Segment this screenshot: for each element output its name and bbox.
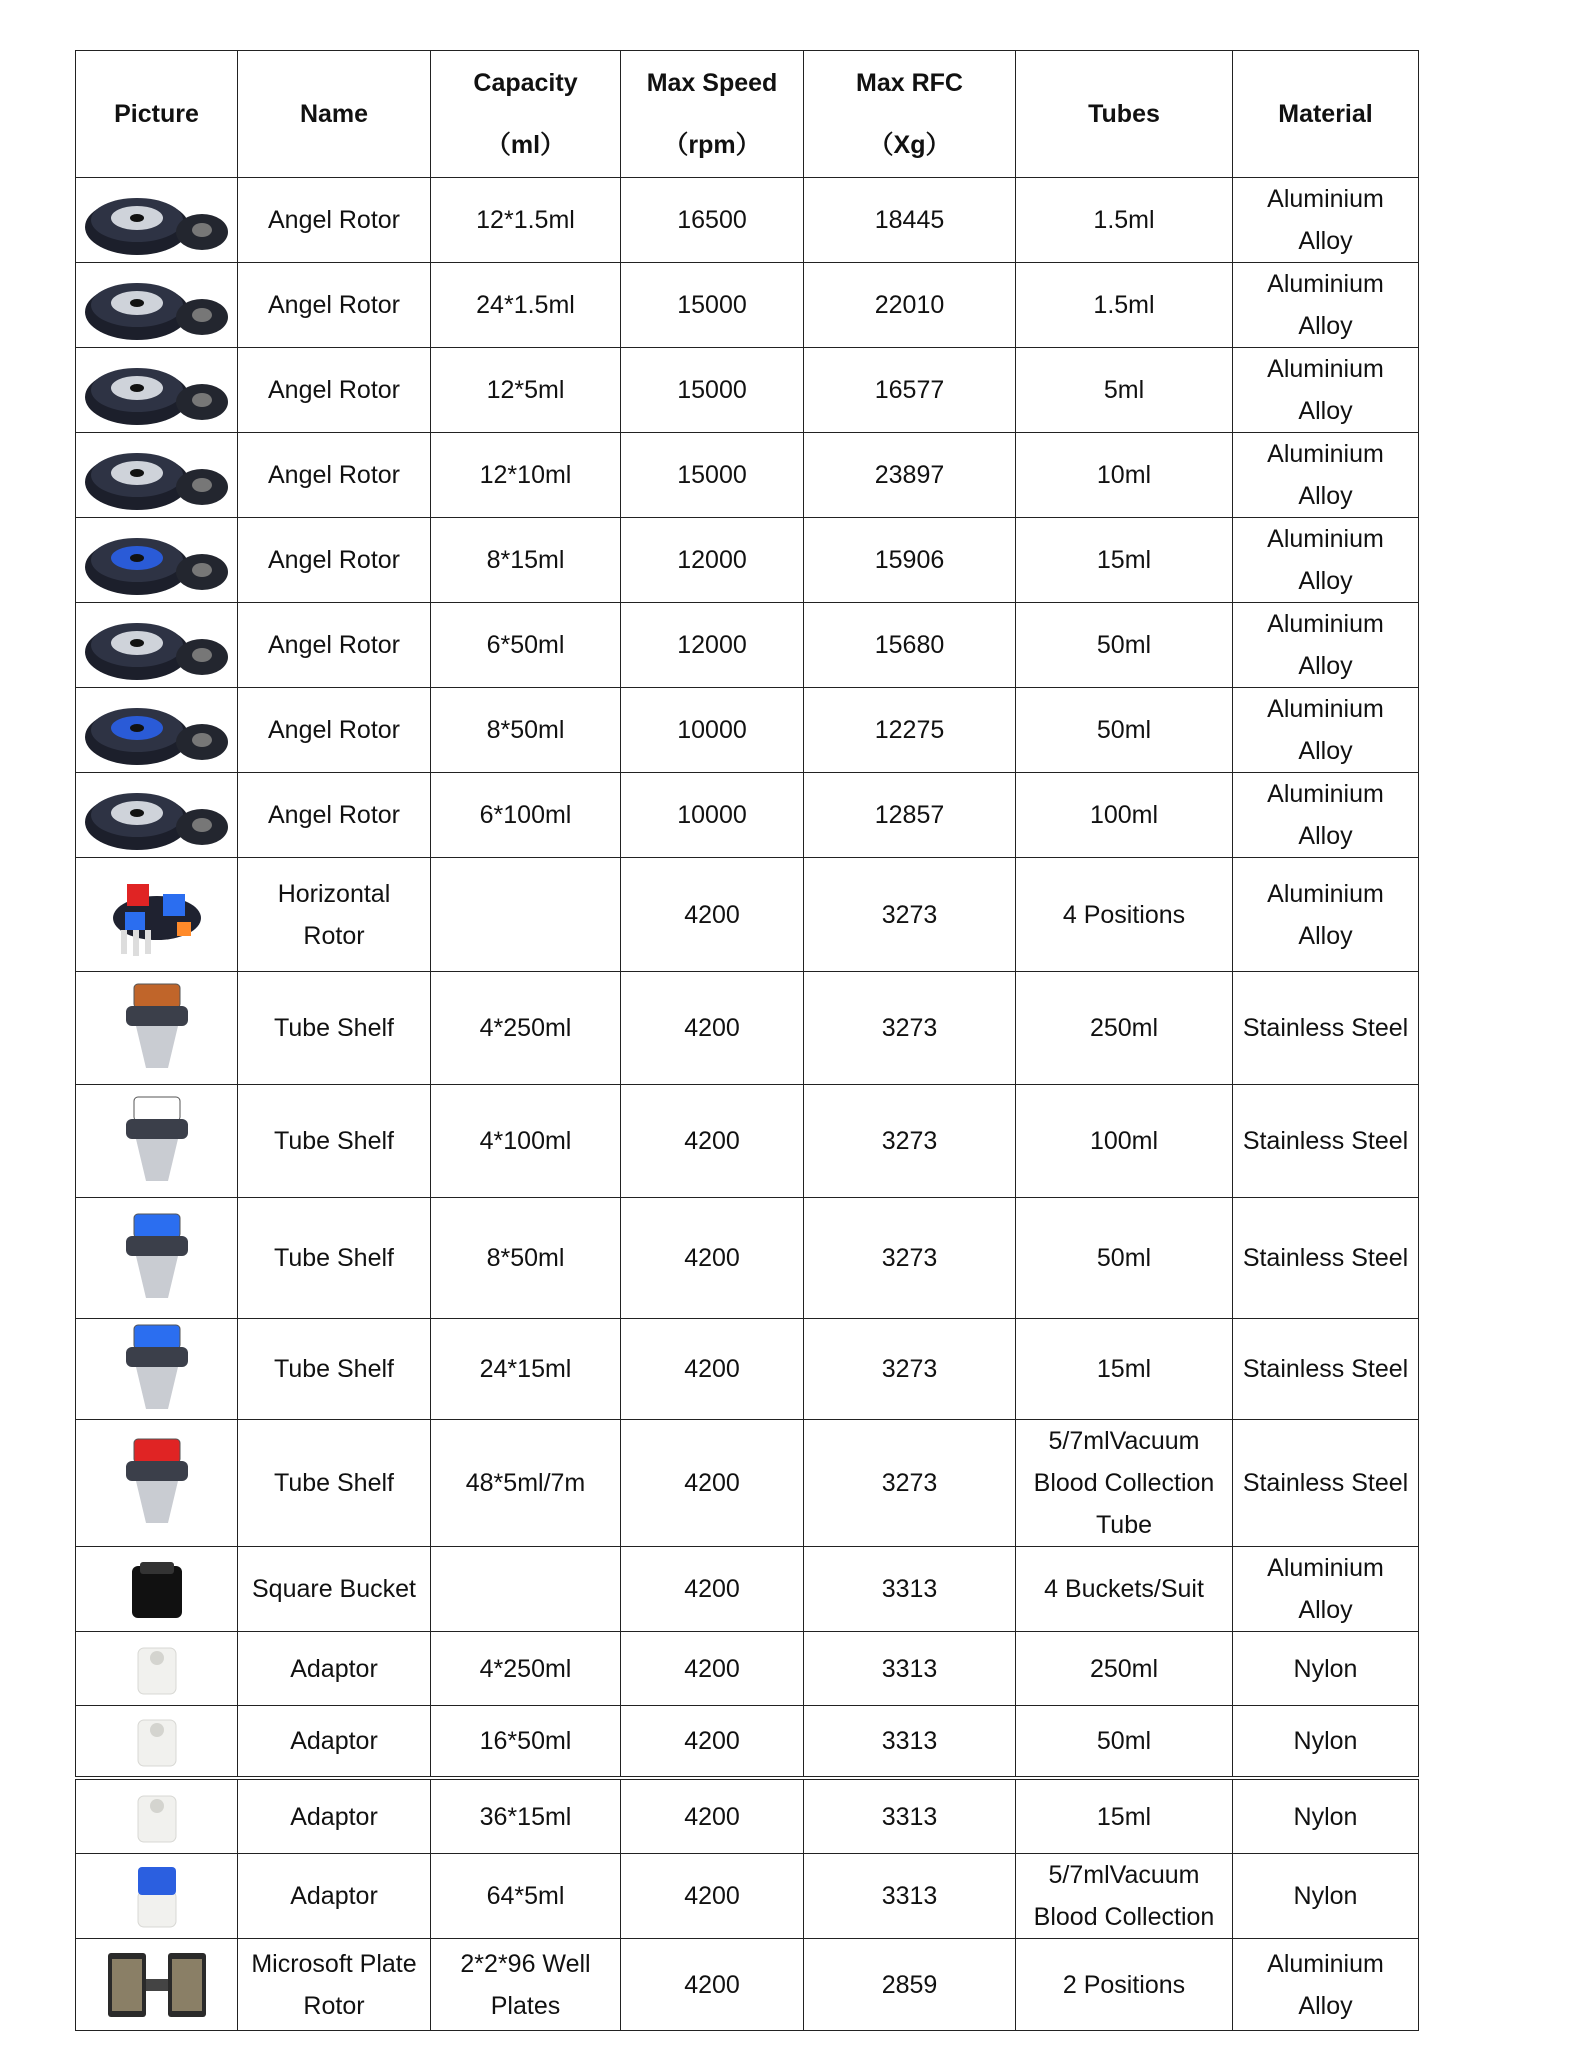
max-rfc-cell: 3273 bbox=[804, 1198, 1016, 1319]
angle-rotor-image bbox=[76, 522, 237, 598]
max-rfc-cell: 15906 bbox=[804, 518, 1016, 603]
capacity-cell: 4*100ml bbox=[431, 1085, 621, 1198]
name-cell: Tube Shelf bbox=[238, 1085, 431, 1198]
material-cell: Aluminium Alloy bbox=[1233, 603, 1419, 688]
tubes-cell: 50ml bbox=[1016, 1706, 1233, 1777]
max-speed-cell: 4200 bbox=[621, 1085, 804, 1198]
max-speed-cell: 4200 bbox=[621, 1780, 804, 1854]
max-rfc-cell: 3313 bbox=[804, 1547, 1016, 1632]
picture-cell bbox=[76, 688, 238, 773]
name-cell: Angel Rotor bbox=[238, 688, 431, 773]
header-max-speed-unit: （rpm） bbox=[663, 131, 761, 159]
table-row bbox=[76, 972, 1419, 1085]
header-max-speed-label: Max Speed bbox=[646, 69, 778, 97]
material-cell: Aluminium Alloy bbox=[1233, 773, 1419, 858]
name-cell: Square Bucket bbox=[238, 1547, 431, 1632]
capacity-cell: 48*5ml/7m bbox=[431, 1420, 621, 1547]
max-rfc-cell: 3273 bbox=[804, 1319, 1016, 1420]
angle-rotor-image bbox=[76, 607, 237, 683]
max-speed-cell: 4200 bbox=[621, 1547, 804, 1632]
picture-cell bbox=[76, 178, 238, 263]
max-speed-cell: 4200 bbox=[621, 1319, 804, 1420]
picture-cell bbox=[76, 1547, 238, 1632]
max-speed-cell: 12000 bbox=[621, 603, 804, 688]
max-rfc-cell: 3313 bbox=[804, 1632, 1016, 1706]
header-max-rfc bbox=[804, 51, 1016, 178]
max-rfc-cell: 12857 bbox=[804, 773, 1016, 858]
max-speed-cell: 4200 bbox=[621, 1939, 804, 2031]
name-cell: Adaptor bbox=[238, 1780, 431, 1854]
table-row bbox=[76, 1420, 1419, 1547]
picture-cell bbox=[76, 1632, 238, 1706]
table-row bbox=[76, 1198, 1419, 1319]
material-cell: Aluminium Alloy bbox=[1233, 1547, 1419, 1632]
table-row bbox=[76, 433, 1419, 518]
capacity-cell: 12*5ml bbox=[431, 348, 621, 433]
header-row bbox=[76, 51, 1419, 178]
capacity-cell: 64*5ml bbox=[431, 1854, 621, 1939]
max-speed-cell: 15000 bbox=[621, 263, 804, 348]
capacity-cell: 8*50ml bbox=[431, 1198, 621, 1319]
tubes-cell: 5/7mlVacuum Blood Collection Tube bbox=[1016, 1420, 1233, 1547]
capacity-cell: 6*50ml bbox=[431, 603, 621, 688]
header-max-rfc-label: Max RFC bbox=[856, 69, 963, 97]
max-speed-cell: 10000 bbox=[621, 773, 804, 858]
material-cell: Nylon bbox=[1233, 1780, 1419, 1854]
picture-cell bbox=[76, 1706, 238, 1777]
capacity-cell bbox=[431, 1547, 621, 1632]
picture-cell bbox=[76, 1319, 238, 1420]
angle-rotor-image bbox=[76, 777, 237, 853]
max-rfc-cell: 22010 bbox=[804, 263, 1016, 348]
table-row bbox=[76, 1547, 1419, 1632]
picture-cell bbox=[76, 1854, 238, 1939]
rotor-spec-table bbox=[75, 50, 1419, 1777]
name-cell: Adaptor bbox=[238, 1706, 431, 1777]
name-cell: Angel Rotor bbox=[238, 263, 431, 348]
rotor-spec-table-continued bbox=[75, 1779, 1419, 2031]
max-speed-cell: 4200 bbox=[621, 858, 804, 972]
material-cell: Aluminium Alloy bbox=[1233, 348, 1419, 433]
table-row bbox=[76, 518, 1419, 603]
tubes-cell: 50ml bbox=[1016, 1198, 1233, 1319]
capacity-cell: 12*1.5ml bbox=[431, 178, 621, 263]
name-cell: Angel Rotor bbox=[238, 348, 431, 433]
picture-cell bbox=[76, 1198, 238, 1319]
name-cell: Adaptor bbox=[238, 1632, 431, 1706]
material-cell: Nylon bbox=[1233, 1706, 1419, 1777]
name-cell: Adaptor bbox=[238, 1854, 431, 1939]
tubes-cell: 50ml bbox=[1016, 688, 1233, 773]
tubes-cell: 250ml bbox=[1016, 1632, 1233, 1706]
tubes-cell: 10ml bbox=[1016, 433, 1233, 518]
picture-cell bbox=[76, 858, 238, 972]
picture-cell bbox=[76, 518, 238, 603]
max-speed-cell: 15000 bbox=[621, 348, 804, 433]
table-row bbox=[76, 1632, 1419, 1706]
max-speed-cell: 4200 bbox=[621, 1198, 804, 1319]
max-rfc-cell: 16577 bbox=[804, 348, 1016, 433]
picture-cell bbox=[76, 773, 238, 858]
table-row bbox=[76, 858, 1419, 972]
tube-shelf-image bbox=[76, 1433, 237, 1533]
name-cell: Tube Shelf bbox=[238, 1319, 431, 1420]
square-bucket-image bbox=[76, 1554, 237, 1624]
capacity-cell: 4*250ml bbox=[431, 972, 621, 1085]
table-row bbox=[76, 348, 1419, 433]
tubes-cell: 4 Positions bbox=[1016, 858, 1233, 972]
material-cell: Stainless Steel bbox=[1233, 972, 1419, 1085]
capacity-cell: 2*2*96 Well Plates bbox=[431, 1939, 621, 2031]
tubes-cell: 250ml bbox=[1016, 972, 1233, 1085]
angle-rotor-image bbox=[76, 437, 237, 513]
name-cell: Angel Rotor bbox=[238, 773, 431, 858]
max-rfc-cell: 12275 bbox=[804, 688, 1016, 773]
picture-cell bbox=[76, 1939, 238, 2031]
material-cell: Stainless Steel bbox=[1233, 1319, 1419, 1420]
table-row bbox=[76, 1854, 1419, 1939]
header-picture: Picture bbox=[76, 51, 238, 178]
capacity-cell: 24*1.5ml bbox=[431, 263, 621, 348]
max-rfc-cell: 3313 bbox=[804, 1706, 1016, 1777]
table-row bbox=[76, 1706, 1419, 1777]
material-cell: Nylon bbox=[1233, 1632, 1419, 1706]
tubes-cell: 100ml bbox=[1016, 773, 1233, 858]
microplate-rotor-image bbox=[76, 1945, 237, 2025]
max-rfc-cell: 3313 bbox=[804, 1854, 1016, 1939]
capacity-cell: 36*15ml bbox=[431, 1780, 621, 1854]
tube-shelf-image bbox=[76, 1208, 237, 1308]
adaptor-image bbox=[76, 1861, 237, 1931]
tubes-cell: 100ml bbox=[1016, 1085, 1233, 1198]
max-rfc-cell: 3313 bbox=[804, 1780, 1016, 1854]
material-cell: Aluminium Alloy bbox=[1233, 1939, 1419, 2031]
max-speed-cell: 15000 bbox=[621, 433, 804, 518]
material-cell: Aluminium Alloy bbox=[1233, 433, 1419, 518]
material-cell: Aluminium Alloy bbox=[1233, 263, 1419, 348]
header-capacity bbox=[431, 51, 621, 178]
max-speed-cell: 16500 bbox=[621, 178, 804, 263]
tubes-cell: 2 Positions bbox=[1016, 1939, 1233, 2031]
tube-shelf-image bbox=[76, 1319, 237, 1419]
adaptor-image bbox=[76, 1782, 237, 1852]
tubes-cell: 15ml bbox=[1016, 1780, 1233, 1854]
table-row bbox=[76, 603, 1419, 688]
max-speed-cell: 12000 bbox=[621, 518, 804, 603]
header-capacity-unit: （ml） bbox=[485, 131, 566, 159]
picture-cell bbox=[76, 263, 238, 348]
name-cell: Angel Rotor bbox=[238, 518, 431, 603]
picture-cell bbox=[76, 1780, 238, 1854]
header-capacity-label: Capacity bbox=[473, 69, 578, 97]
table-row bbox=[76, 263, 1419, 348]
max-rfc-cell: 3273 bbox=[804, 858, 1016, 972]
tubes-cell: 15ml bbox=[1016, 518, 1233, 603]
name-cell: Microsoft Plate Rotor bbox=[238, 1939, 431, 2031]
picture-cell bbox=[76, 348, 238, 433]
material-cell: Stainless Steel bbox=[1233, 1420, 1419, 1547]
picture-cell bbox=[76, 603, 238, 688]
table-row bbox=[76, 1780, 1419, 1854]
header-name: Name bbox=[238, 51, 431, 178]
horizontal-rotor-image bbox=[76, 870, 237, 960]
tube-shelf-image bbox=[76, 1091, 237, 1191]
tubes-cell: 4 Buckets/Suit bbox=[1016, 1547, 1233, 1632]
name-cell: Angel Rotor bbox=[238, 433, 431, 518]
picture-cell bbox=[76, 1420, 238, 1547]
table-row bbox=[76, 1939, 1419, 2031]
angle-rotor-image bbox=[76, 352, 237, 428]
angle-rotor-image bbox=[76, 182, 237, 258]
table-row bbox=[76, 178, 1419, 263]
material-cell: Aluminium Alloy bbox=[1233, 178, 1419, 263]
capacity-cell: 8*15ml bbox=[431, 518, 621, 603]
max-speed-cell: 4200 bbox=[621, 1706, 804, 1777]
tubes-cell: 1.5ml bbox=[1016, 263, 1233, 348]
adaptor-image bbox=[76, 1706, 237, 1776]
tubes-cell: 15ml bbox=[1016, 1319, 1233, 1420]
capacity-cell: 16*50ml bbox=[431, 1706, 621, 1777]
capacity-cell: 6*100ml bbox=[431, 773, 621, 858]
material-cell: Aluminium Alloy bbox=[1233, 688, 1419, 773]
tube-shelf-image bbox=[76, 978, 237, 1078]
max-rfc-cell: 15680 bbox=[804, 603, 1016, 688]
capacity-cell: 8*50ml bbox=[431, 688, 621, 773]
name-cell: Angel Rotor bbox=[238, 178, 431, 263]
material-cell: Aluminium Alloy bbox=[1233, 518, 1419, 603]
angle-rotor-image bbox=[76, 692, 237, 768]
max-speed-cell: 4200 bbox=[621, 1632, 804, 1706]
header-tubes: Tubes bbox=[1016, 51, 1233, 178]
name-cell: Horizontal Rotor bbox=[238, 858, 431, 972]
material-cell: Nylon bbox=[1233, 1854, 1419, 1939]
header-max-rfc-unit: （Xg） bbox=[868, 131, 951, 159]
capacity-cell bbox=[431, 858, 621, 972]
name-cell: Angel Rotor bbox=[238, 603, 431, 688]
tubes-cell: 50ml bbox=[1016, 603, 1233, 688]
capacity-cell: 12*10ml bbox=[431, 433, 621, 518]
max-rfc-cell: 18445 bbox=[804, 178, 1016, 263]
material-cell: Stainless Steel bbox=[1233, 1085, 1419, 1198]
max-speed-cell: 10000 bbox=[621, 688, 804, 773]
header-material: Material bbox=[1233, 51, 1419, 178]
max-rfc-cell: 3273 bbox=[804, 972, 1016, 1085]
table-row bbox=[76, 773, 1419, 858]
name-cell: Tube Shelf bbox=[238, 1198, 431, 1319]
material-cell: Stainless Steel bbox=[1233, 1198, 1419, 1319]
material-cell: Aluminium Alloy bbox=[1233, 858, 1419, 972]
max-speed-cell: 4200 bbox=[621, 1854, 804, 1939]
angle-rotor-image bbox=[76, 267, 237, 343]
max-speed-cell: 4200 bbox=[621, 972, 804, 1085]
max-rfc-cell: 3273 bbox=[804, 1420, 1016, 1547]
table-row bbox=[76, 1085, 1419, 1198]
capacity-cell: 4*250ml bbox=[431, 1632, 621, 1706]
picture-cell bbox=[76, 1085, 238, 1198]
name-cell: Tube Shelf bbox=[238, 1420, 431, 1547]
name-cell: Tube Shelf bbox=[238, 972, 431, 1085]
max-speed-cell: 4200 bbox=[621, 1420, 804, 1547]
max-rfc-cell: 2859 bbox=[804, 1939, 1016, 2031]
tubes-cell: 5/7mlVacuum Blood Collection bbox=[1016, 1854, 1233, 1939]
header-max-speed bbox=[621, 51, 804, 178]
capacity-cell: 24*15ml bbox=[431, 1319, 621, 1420]
max-rfc-cell: 3273 bbox=[804, 1085, 1016, 1198]
max-rfc-cell: 23897 bbox=[804, 433, 1016, 518]
tubes-cell: 5ml bbox=[1016, 348, 1233, 433]
picture-cell bbox=[76, 433, 238, 518]
table-row bbox=[76, 688, 1419, 773]
adaptor-image bbox=[76, 1634, 237, 1704]
picture-cell bbox=[76, 972, 238, 1085]
tubes-cell: 1.5ml bbox=[1016, 178, 1233, 263]
table-row bbox=[76, 1319, 1419, 1420]
